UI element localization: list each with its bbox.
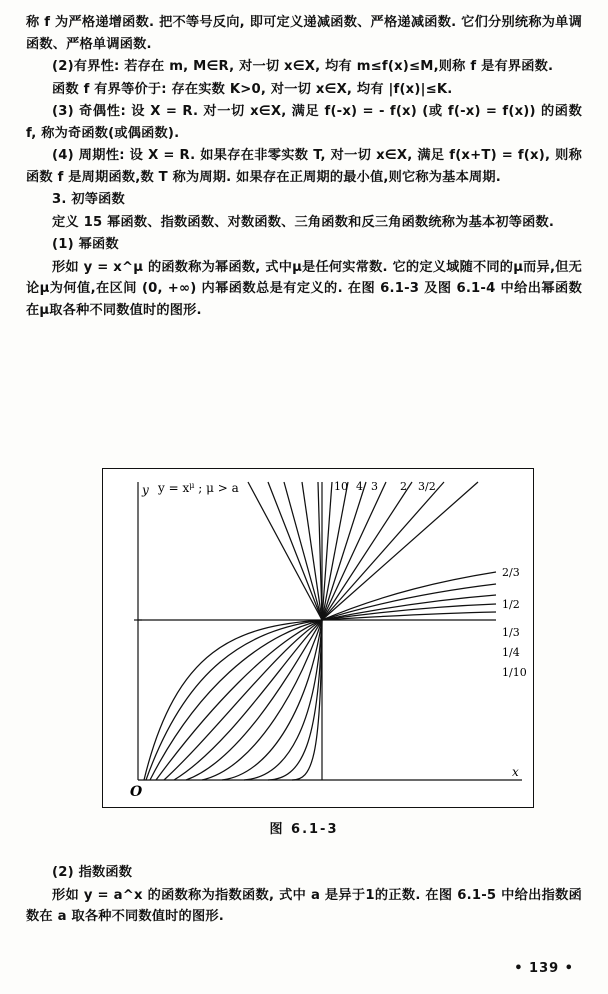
subheading-exponential-function: (2) 指数函数 <box>52 865 133 880</box>
paragraph-parity: (3) 奇偶性: 设 X = R. 对一切 x∈X, 满足 f(-x) = - f(x) (或 f(-x) = f(x)) 的函数 f, 称为奇函数(或偶函数). <box>26 104 582 141</box>
top-label-3: 3 <box>371 480 378 493</box>
origin-label: O <box>130 784 143 800</box>
power-function-plot <box>26 468 582 813</box>
axis-x-label: x <box>512 765 519 779</box>
right-label-1-3: 1/3 <box>502 626 520 639</box>
right-label-1-2: 1/2 <box>502 598 520 611</box>
subheading-power-function: (1) 幂函数 <box>52 237 119 252</box>
paragraph-power-function: 形如 y = x^μ 的函数称为幂函数, 式中μ是任何实常数. 它的定义域随不同的μ而异,但无论μ为何值,在区间 (0, +∞) 内幂函数总是有定义的. 在图 6.1-3 及图 6.1-4 中给出幂函数在μ取各种不同数值时的图形. <box>26 259 582 318</box>
figure-caption: 图 6.1-3 <box>269 822 339 837</box>
text-column <box>26 12 582 322</box>
definition-15: 定义 15 幂函数、指数函数、对数函数、三角函数和反三角函数统称为基本初等函数. <box>52 214 555 230</box>
plot-title: $y = x^\mu$ ; μ > a <box>158 481 239 495</box>
text-column-bottom <box>26 862 582 929</box>
paragraph-bounded-equiv: 函数 f 有界等价于: 存在实数 K>0, 对一切 x∈X, 均有 |f(x)|≤K. <box>52 81 453 97</box>
page-number: • 139 • <box>514 961 574 976</box>
right-label-2-3: 2/3 <box>502 566 520 579</box>
paragraph-monotonic: 称 f 为严格递增函数. 把不等号反向, 即可定义递减函数、严格递减函数. 它们分别统称为单调函数、严格单调函数. <box>26 15 582 52</box>
paragraph-periodicity: (4) 周期性: 设 X = R. 如果存在非零实数 T, 对一切 x∈X, 满足 f(x+T) = f(x), 则称函数 f 是周期函数,数 T 称为周期. 如果存在正周期的最小值,则它称为基本周期. <box>26 148 582 185</box>
right-label-1-10: 1/10 <box>502 666 527 679</box>
paragraph-bounded: (2)有界性: 若存在 m, M∈R, 对一切 x∈X, 均有 m≤f(x)≤M,则称 f 是有界函数. <box>52 59 554 74</box>
right-label-1-4: 1/4 <box>502 646 520 659</box>
axis-y-label: y <box>142 483 149 497</box>
figure-6-1-3 <box>26 468 582 837</box>
top-label-2: 2 <box>400 480 407 493</box>
top-label-10: 10 <box>334 480 348 493</box>
paragraph-exponential-function: 形如 y = a^x 的函数称为指数函数, 式中 a 是异于1的正数. 在图 6.1-5 中给出指数函数在 a 取各种不同数值时的图形. <box>26 887 582 924</box>
top-label-4: 4 <box>356 480 363 493</box>
heading-elementary-functions: 3. 初等函数 <box>52 192 125 207</box>
top-label-3-2: 3/2 <box>418 480 436 493</box>
